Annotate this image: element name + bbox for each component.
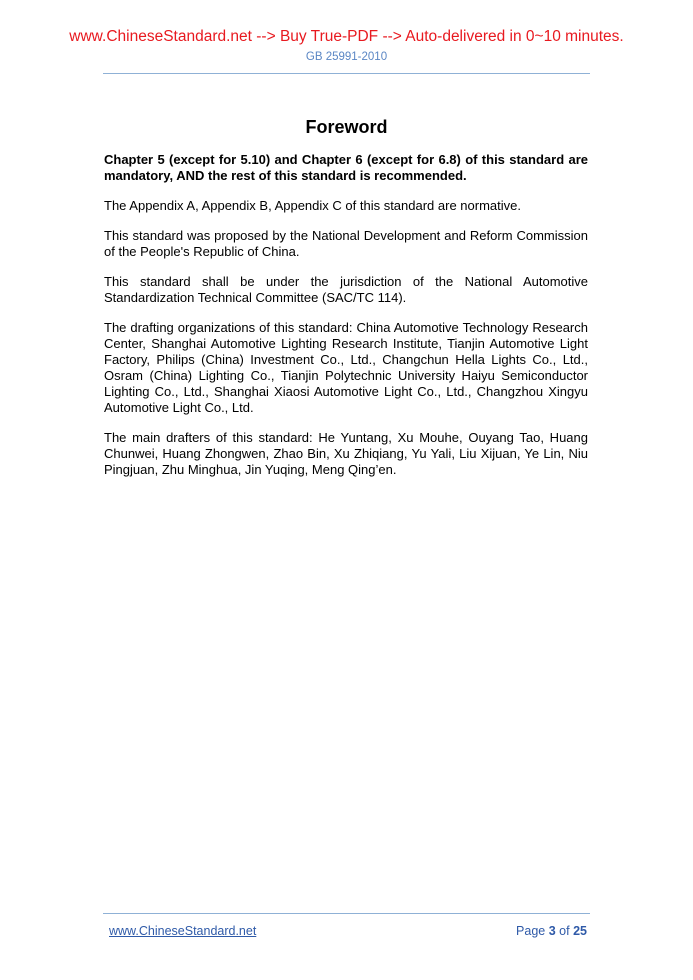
- document-number: GB 25991-2010: [305, 51, 388, 63]
- paragraph-drafting-organizations: The drafting organizations of this standard: China Automotive Technology Research Center, Shanghai Automotive Lighting Research Institute, Tianjin Automotive Light Factory, Philips (China) Investment Co., Ltd., Changchun Hella Lights Co., Ltd., Osram (China) Lighting Co., Tianjin Polytechnic University Haiyu Semiconductor Lighting Co., Ltd., Shanghai Xiaosi Automotive Light Co., Ltd., Changzhou Xingyu Automotive Light Co., Ltd.: [104, 320, 588, 415]
- promo-banner[interactable]: www.ChineseStandard.net --> Buy True-PDF --> Auto-delivered in 0~10 minutes.: [69, 28, 624, 45]
- page-total: 25: [573, 924, 587, 938]
- footer-website-link[interactable]: www.ChineseStandard.net: [109, 924, 257, 938]
- page-title: Foreword: [305, 117, 388, 137]
- page-label: Page: [516, 924, 546, 938]
- paragraph-appendices: The Appendix A, Appendix B, Appendix C of this standard are normative.: [104, 198, 521, 213]
- header-divider: [103, 73, 590, 74]
- page-current: 3: [548, 924, 556, 938]
- paragraph-proposed-by: This standard was proposed by the National Development and Reform Commission of the People's Republic of China.: [104, 228, 588, 259]
- page-indicator: [516, 924, 587, 938]
- paragraph-main-drafters: The main drafters of this standard: He Yuntang, Xu Mouhe, Ouyang Tao, Huang Chunwei, Huang Zhongwen, Zhao Bin, Xu Zhiqiang, Yu Yali, Liu Xijuan, Ye Lin, Niu Pingjuan, Zhu Minghua, Jin Yuqing, Meng Qing’en.: [104, 430, 588, 477]
- paragraph-jurisdiction: This standard shall be under the jurisdiction of the National Automotive Standardization Technical Committee (SAC/TC 114).: [104, 274, 588, 305]
- paragraph-mandatory-clause: Chapter 5 (except for 5.10) and Chapter 6 (except for 6.8) of this standard are mandatory, AND the rest of this standard is recommended.: [104, 152, 588, 183]
- foreword-body: [104, 152, 588, 492]
- page-of-label: of: [559, 924, 570, 938]
- footer-divider: [103, 913, 590, 914]
